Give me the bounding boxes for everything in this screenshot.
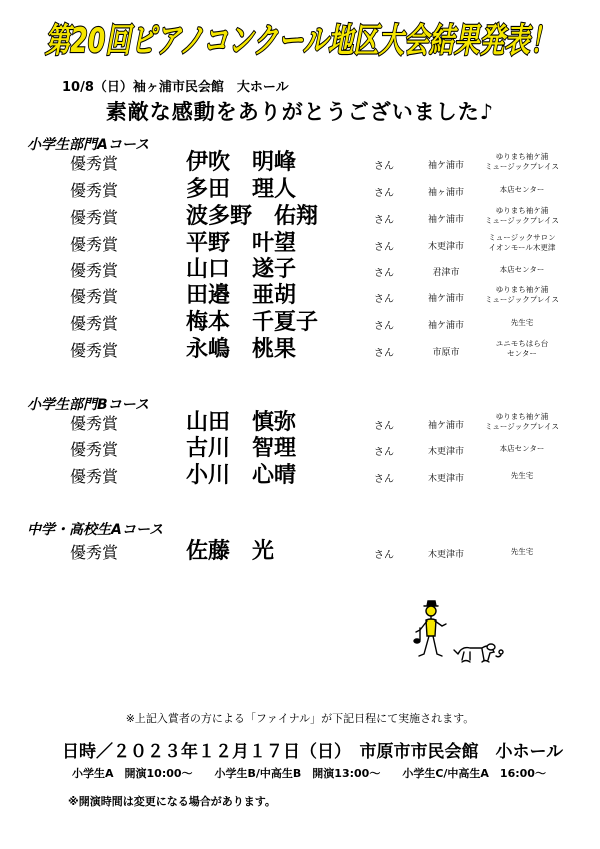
table-row xyxy=(0,179,600,205)
school-line: ミュージックプレイス xyxy=(485,295,559,304)
winner-name: 波多野 佑翔 xyxy=(186,204,319,229)
winner-name: 古川 智理 xyxy=(186,436,297,461)
school: 本店センター xyxy=(499,444,545,453)
school-line: イオンモール木更津 xyxy=(488,243,556,252)
city: 君津市 xyxy=(432,268,460,278)
winner-name: 佐藤 光 xyxy=(186,539,275,564)
city: 袖ケ浦市 xyxy=(427,421,464,431)
honorific: さん xyxy=(374,421,394,432)
honorific: さん xyxy=(374,215,394,226)
footnote: ※開演時間は変更になる場合があります。 xyxy=(68,795,276,808)
city: 木更津市 xyxy=(427,550,464,560)
award-label: 優秀賞 xyxy=(70,440,119,459)
table-row xyxy=(0,438,600,464)
school-line: ミュージックプレイス xyxy=(485,162,559,171)
school xyxy=(474,285,570,305)
honorific: さん xyxy=(374,474,394,485)
page-title xyxy=(40,8,560,70)
school xyxy=(474,152,570,172)
school-line: ゆりまち袖ケ浦 xyxy=(495,412,549,421)
winner-name: 梅本 千夏子 xyxy=(186,310,319,335)
honorific: さん xyxy=(374,294,394,305)
school-line: ゆりまち袖ケ浦 xyxy=(495,285,549,294)
venue-line: 10/8（日）袖ヶ浦市民会館 大ホール xyxy=(62,80,289,95)
table-row xyxy=(0,339,600,365)
school-line: ミュージックプレイス xyxy=(485,216,559,225)
final-date-venue: 日時／２０２３年１２月１７日（日） 市原市市民会館 小ホール xyxy=(62,742,564,762)
city: 市原市 xyxy=(432,348,460,358)
winner-name: 山田 慎弥 xyxy=(186,410,297,435)
school xyxy=(474,233,570,253)
award-label: 優秀賞 xyxy=(70,208,119,227)
award-label: 優秀賞 xyxy=(70,261,119,280)
city: 木更津市 xyxy=(427,242,464,252)
winner-name: 山口 遂子 xyxy=(186,257,297,282)
thanks-message: 素敵な感動をありがとうございました♪ xyxy=(105,100,495,124)
award-label: 優秀賞 xyxy=(70,467,119,486)
city: 袖ヶ浦市 xyxy=(427,188,464,198)
honorific: さん xyxy=(374,348,394,359)
honorific: さん xyxy=(374,242,394,253)
award-label: 優秀賞 xyxy=(70,314,119,333)
award-label: 優秀賞 xyxy=(70,341,119,360)
city: 袖ケ浦市 xyxy=(427,215,464,225)
table-row xyxy=(0,206,600,232)
school-line: ゆりまち袖ケ浦 xyxy=(495,152,549,161)
school-line: ミュージックプレイス xyxy=(485,422,559,431)
table-row xyxy=(0,412,600,438)
school-line: ユニモちはら台 xyxy=(495,339,549,348)
honorific: さん xyxy=(374,447,394,458)
honorific: さん xyxy=(374,550,394,561)
winner-name: 伊吹 明峰 xyxy=(186,150,297,175)
city: 袖ケ浦市 xyxy=(427,161,464,171)
page-title-graphic xyxy=(40,8,560,70)
section-title: 小学生部門Bコース xyxy=(27,397,149,413)
section-title: 小学生部門Aコース xyxy=(27,137,150,153)
table-row xyxy=(0,233,600,259)
table-row xyxy=(0,312,600,338)
winner-name: 永嶋 桃果 xyxy=(186,337,297,362)
school: 先生宅 xyxy=(510,471,534,480)
school-line: ミュージックサロン xyxy=(488,233,556,242)
winner-name: 平野 叶望 xyxy=(186,231,297,256)
section-title: 中学・高校生Aコース xyxy=(27,522,164,538)
city: 袖ケ浦市 xyxy=(427,321,464,331)
decorative-figure-icon xyxy=(402,600,512,672)
city: 木更津市 xyxy=(427,474,464,484)
school xyxy=(474,206,570,226)
school xyxy=(474,339,570,359)
school-line: ゆりまち袖ケ浦 xyxy=(495,206,549,215)
table-row xyxy=(0,259,600,285)
honorific: さん xyxy=(374,268,394,279)
honorific: さん xyxy=(374,321,394,332)
winner-name: 田邉 亜胡 xyxy=(186,283,297,308)
school-line: センター xyxy=(507,349,537,358)
award-label: 優秀賞 xyxy=(70,414,119,433)
award-label: 優秀賞 xyxy=(70,154,119,173)
page-title-text: 第20回ピアノコンクール地区大会結果発表！ xyxy=(45,21,555,61)
school: 先生宅 xyxy=(510,318,534,327)
school: 本店センター xyxy=(499,185,545,194)
school xyxy=(474,412,570,432)
award-label: 優秀賞 xyxy=(70,181,119,200)
award-label: 優秀賞 xyxy=(70,235,119,254)
city: 袖ケ浦市 xyxy=(427,294,464,304)
table-row xyxy=(0,285,600,311)
table-row xyxy=(0,541,600,567)
city: 木更津市 xyxy=(427,447,464,457)
honorific: さん xyxy=(374,188,394,199)
winner-name: 小川 心晴 xyxy=(186,463,297,488)
honorific: さん xyxy=(374,161,394,172)
final-times: 小学生A 開演10:00～ 小学生B/中高生B 開演13:00～ 小学生C/中高生A 16:00～ xyxy=(72,767,546,780)
table-row xyxy=(0,152,600,178)
school: 本店センター xyxy=(499,265,545,274)
winner-name: 多田 理人 xyxy=(186,177,297,202)
final-notice: ※上記入賞者の方による「ファイナル」が下記日程にて実施されます。 xyxy=(125,712,475,725)
school: 先生宅 xyxy=(510,547,534,556)
award-label: 優秀賞 xyxy=(70,287,119,306)
table-row xyxy=(0,465,600,491)
award-label: 優秀賞 xyxy=(70,543,119,562)
